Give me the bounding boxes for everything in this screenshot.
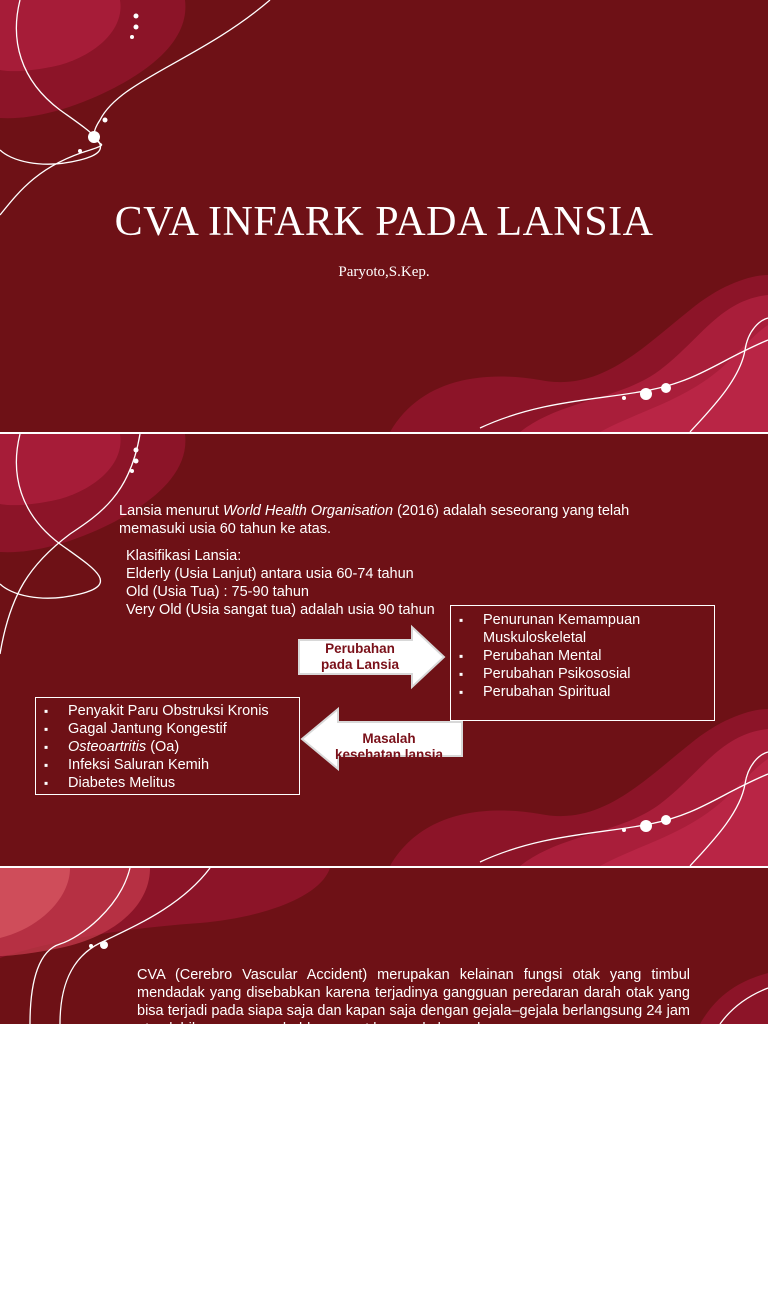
masalah-arrow-label (322, 731, 456, 763)
arrow-label-line: kesehatan lansia (334, 747, 444, 762)
arrow-label-line: pada Lansia (320, 657, 400, 672)
lansia-slide (0, 434, 768, 866)
list-item: ▪ Perubahan Mental (451, 647, 714, 665)
osteoartritis-term: Osteoartritis (68, 739, 147, 755)
presenter-name: Paryoto,S.Kep. (338, 264, 430, 280)
arrow-label-line: Perubahan (325, 641, 395, 656)
definition-text-end: (2016) adalah seseorang yang telah memasuki usia 60 tahun ke atas. (119, 503, 630, 537)
klasifikasi-item: Very Old (Usia sangat tua) adalah usia 90 tahun (126, 602, 435, 618)
lansia-definition (119, 502, 659, 538)
definition-text: Lansia menurut (119, 503, 223, 519)
klasifikasi-item: Old (Usia Tua) : 75-90 tahun (126, 584, 309, 600)
list-item: ▪ Diabetes Melitus (36, 774, 299, 792)
presentation-title: CVA INFARK PADA LANSIA (114, 199, 654, 245)
masalah-list-box (35, 697, 300, 795)
klasifikasi-lansia (126, 547, 456, 619)
who-name: World Health Organisation (222, 503, 394, 519)
perubahan-arrow-label (310, 641, 410, 673)
list-item: ▪ Perubahan Spiritual (451, 683, 714, 701)
cva-definition: CVA (Cerebro Vascular Accident) merupakan kelainan fungsi otak yang timbul mendadak yang disebabkan karena terjadinya gangguan peredaran darah otak yang bisa terjadi pada siapa saja dan kapan saja dengan gejala–gejala berlangsung 24 jam atau lebih yang menyebabkan cacat berupa kelumpuhan (137, 967, 690, 1037)
list-item: ▪ Penyakit Paru Obstruksi Kronis (36, 702, 299, 720)
klasifikasi-heading: Klasifikasi Lansia: (126, 548, 242, 564)
list-item: ▪ Gagal Jantung Kongestif (36, 720, 299, 738)
list-item: ▪ Penurunan Kemampuan Muskuloskeletal (451, 611, 714, 647)
klasifikasi-item: Elderly (Usia Lanjut) antara usia 60-74 tahun (126, 566, 414, 582)
decorative-waves (0, 868, 768, 1300)
list-item: ▪ Infeksi Saluran Kemih (36, 756, 299, 774)
perubahan-list-box (450, 605, 715, 721)
osteoartritis-abbrev: (Oa) (146, 739, 180, 755)
cva-slide (0, 868, 768, 1037)
title-slide (0, 0, 768, 432)
list-item: ▪ Perubahan Psikososial (451, 665, 714, 683)
list-item (36, 738, 299, 756)
arrow-label-line: Masalah (362, 731, 416, 746)
